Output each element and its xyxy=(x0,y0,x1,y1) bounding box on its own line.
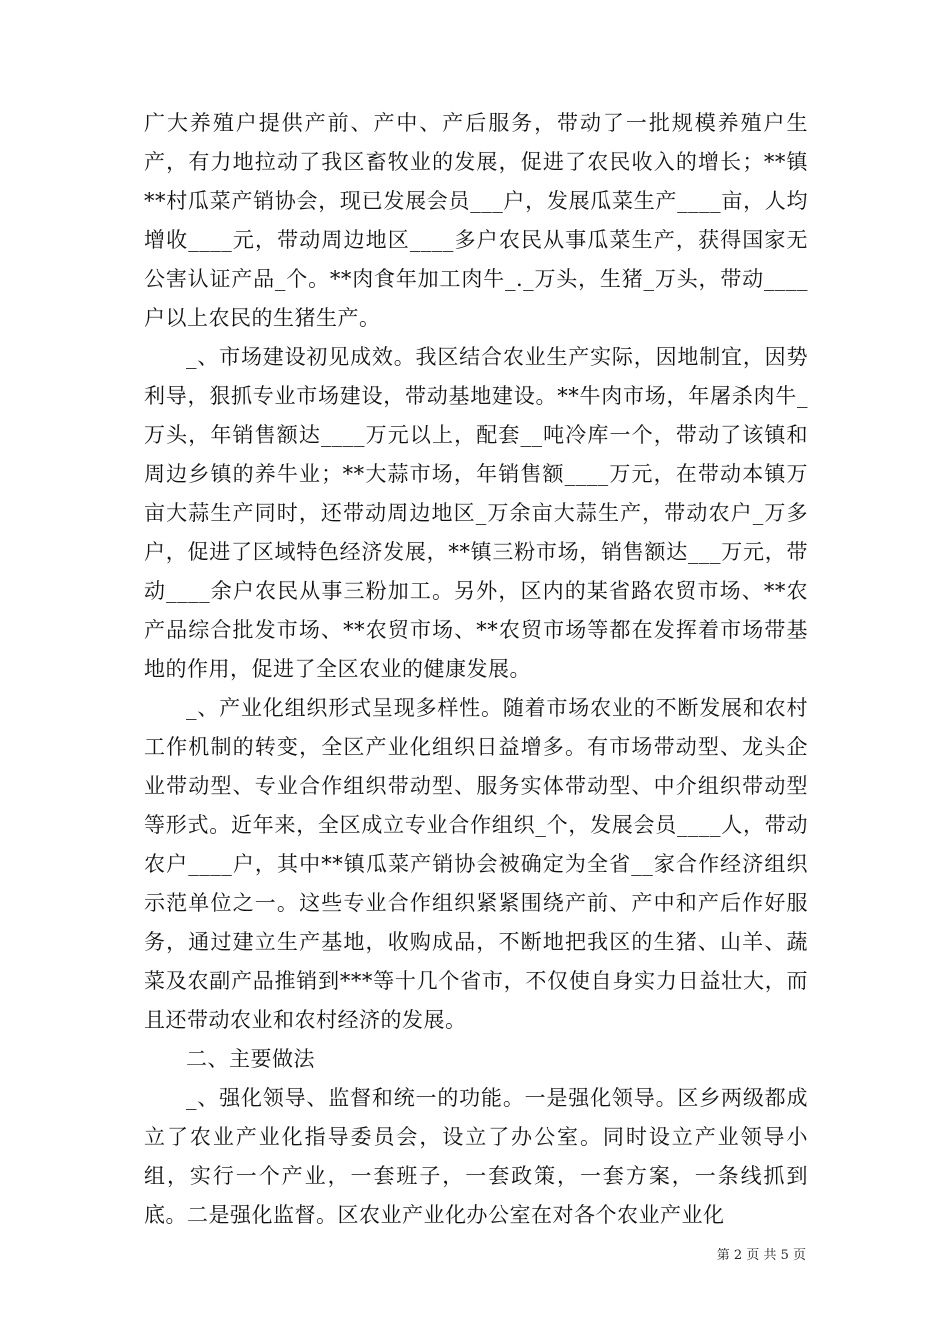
document-body xyxy=(144,104,808,1235)
paragraph-market-construction: _、市场建设初见成效。我区结合农业生产实际，因地制宜，因势利导，狠抓专业市场建设，带动基地建设。**牛肉市场，年屠杀肉牛_万头，年销售额达____万元以上，配套__吨冷库一个，带动了该镇和周边乡镇的养牛业；**大蒜市场，年销售额____万元，在带动本镇万亩大蒜生产同时，还带动周边地区_万余亩大蒜生产，带动农户_万多户，促进了区域特色经济发展，**镇三粉市场，销售额达___万元，带动____余户农民从事三粉加工。另外，区内的某省路农贸市场、**农产品综合批发市场、**农贸市场、**农贸市场等都在发挥着市场带基地的作用，促进了全区农业的健康发展。 xyxy=(144,345,808,681)
section-heading-main-practices: 二、主要做法 xyxy=(186,1047,315,1071)
paragraph-strengthen-leadership: _、强化领导、监督和统一的功能。一是强化领导。区乡两级都成立了农业产业化指导委员会，设立了办公室。同时设立产业领导小组，实行一个产业，一套班子，一套政策，一套方案，一条线抓到底。二是强化监督。区农业产业化办公室在对各个农业产业化 xyxy=(144,1086,808,1227)
page-number-footer: 第 2 页 共 5 页 xyxy=(716,1248,806,1263)
paragraph-organization-forms: _、产业化组织形式呈现多样性。随着市场农业的不断发展和农村工作机制的转变，全区产业化组织日益增多。有市场带动型、龙头企业带动型、专业合作组织带动型、服务实体带动型、中介组织带动型等形式。近年来，全区成立专业合作组织_个，发展会员____人，带动农户____户，其中**镇瓜菜产销协会被确定为全省__家合作经济组织示范单位之一。这些专业合作组织紧紧围绕产前、产中和产后作好服务，通过建立生产基地，收购成品，不断地把我区的生猪、山羊、蔬菜及农副产品推销到***等十几个省市，不仅使自身实力日益壮大，而且还带动农业和农村经济的发展。 xyxy=(144,696,808,1032)
paragraph-continuation: 广大养殖户提供产前、产中、产后服务，带动了一批规模养殖户生产，有力地拉动了我区畜牧业的发展，促进了农民收入的增长；**镇**村瓜菜产销协会，现已发展会员___户，发展瓜菜生产____亩，人均增收____元，带动周边地区____多户农民从事瓜菜生产，获得国家无公害认证产品_个。**肉食年加工肉牛_._万头，生猪_万头，带动____户以上农民的生猪生产。 xyxy=(144,111,808,330)
